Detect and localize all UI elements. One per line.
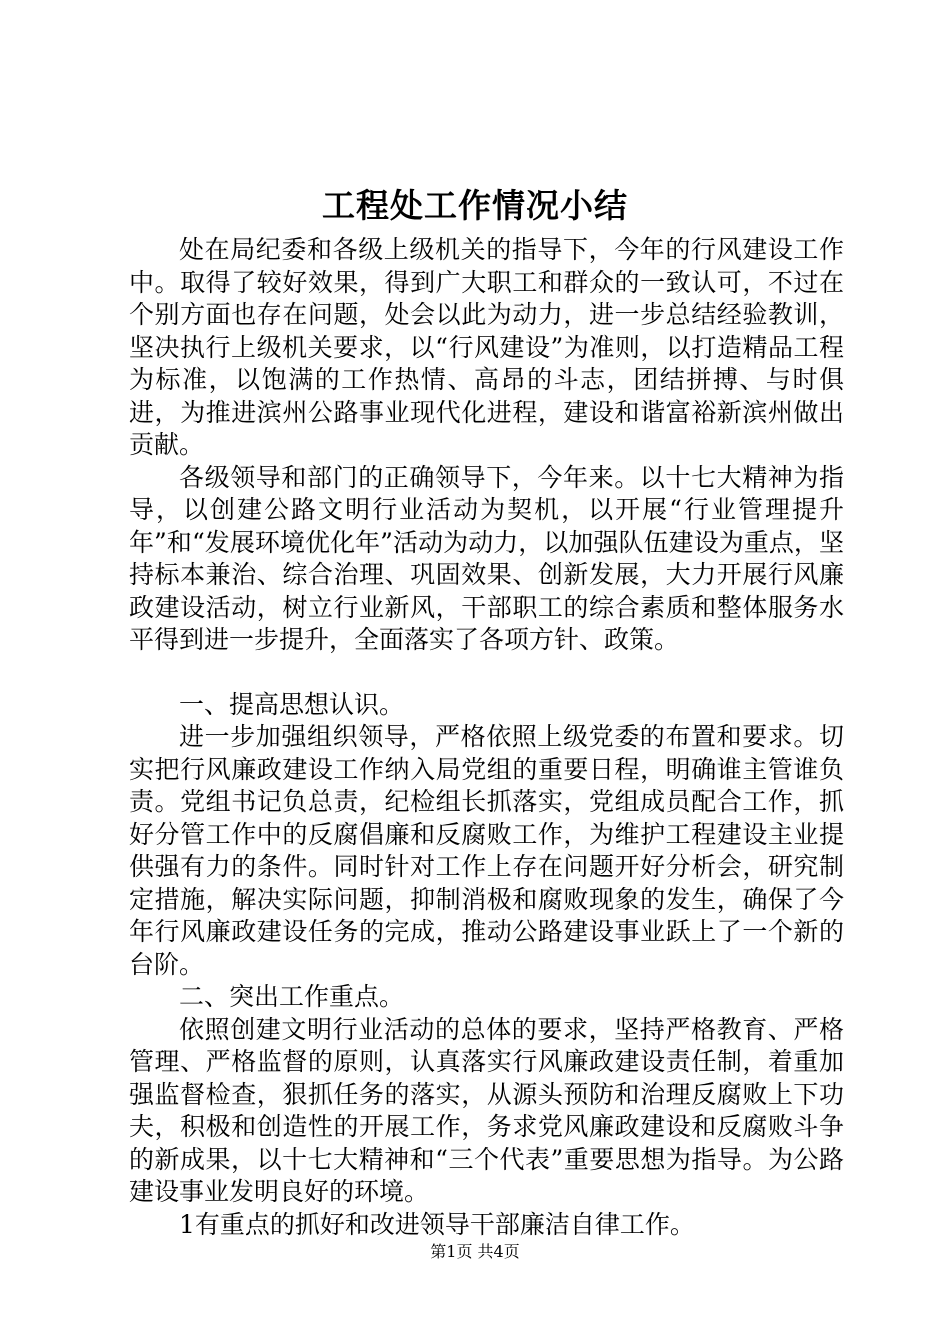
subsection-item-1: 1有重点的抓好和改进领导干部廉洁自律工作。 bbox=[179, 1209, 695, 1239]
document-body bbox=[129, 234, 844, 1241]
paragraph-overview: 各级领导和部门的正确领导下，今年来。以十七大精神为指导，以创建公路文明行业活动为契机，以开展“行业管理提升年”和“发展环境优化年”活动为动力，以加强队伍建设为重点，坚持标本兼治、综合治理、巩固效果、创新发展，大力开展行风廉政建设活动，树立行业新风，干部职工的综合素质和整体服务水平得到进一步提升，全面落实了各项方针、政策。 bbox=[129, 462, 844, 654]
section-heading-2: 二、突出工作重点。 bbox=[179, 982, 405, 1011]
paragraph-section-2: 依照创建文明行业活动的总体的要求，坚持严格教育、严格管理、严格监督的原则，认真落实行风廉政建设责任制，着重加强监督检查，狠抓任务的落实，从源头预防和治理反腐败上下功夫，积极和创造性的开展工作，务求党风廉政建设和反腐败斗争的新成果，以十七大精神和“三个代表”重要思想为指导。为公路建设事业发明良好的环境。 bbox=[129, 1014, 844, 1206]
document-title: 工程处工作情况小结 bbox=[322, 186, 628, 225]
page-number-footer: 第1页 共4页 bbox=[430, 1242, 520, 1261]
paragraph-section-1: 进一步加强组织领导，严格依照上级党委的布置和要求。切实把行风廉政建设工作纳入局党组的重要日程，明确谁主管谁负责。党组书记负总责，纪检组长抓落实，党组成员配合工作，抓好分管工作中的反腐倡廉和反腐败工作，为维护工程建设主业提供强有力的条件。同时针对工作上存在问题开好分析会，研究制定措施，解决实际问题，抑制消极和腐败现象的发生，确保了今年行风廉政建设任务的完成，推动公路建设事业跃上了一个新的台阶。 bbox=[129, 722, 844, 979]
paragraph-intro: 处在局纪委和各级上级机关的指导下，今年的行风建设工作中。取得了较好效果，得到广大职工和群众的一致认可，不过在个别方面也存在问题，处会以此为动力，进一步总结经验教训，坚决执行上级机关要求，以“行风建设”为准则，以打造精品工程为标准，以饱满的工作热情、高昂的斗志，团结拼搏、与时俱进，为推进滨州公路事业现代化进程，建设和谐富裕新滨州做出贡献。 bbox=[129, 235, 844, 459]
section-heading-1: 一、提高思想认识。 bbox=[179, 689, 405, 719]
